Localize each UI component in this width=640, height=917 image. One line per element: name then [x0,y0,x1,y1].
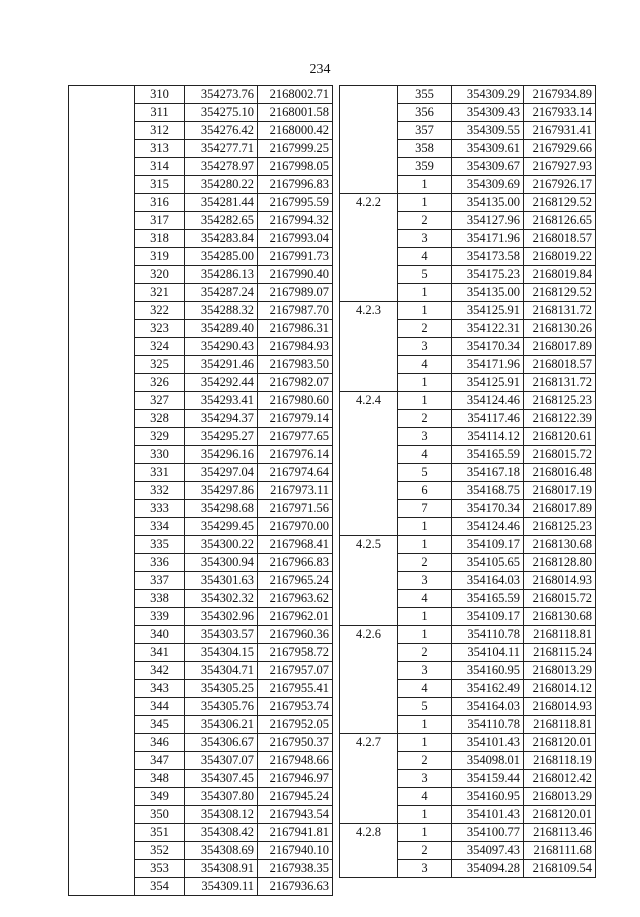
point-number-cell: 6 [398,482,452,500]
y-coordinate-cell: 2167966.83 [258,554,333,572]
y-coordinate-cell: 2167968.41 [258,536,333,554]
point-number-cell: 353 [135,860,185,878]
x-coordinate-cell: 354285.00 [185,248,258,266]
point-number-cell: 341 [135,644,185,662]
y-coordinate-cell: 2167990.40 [258,266,333,284]
x-coordinate-cell: 354307.07 [185,752,258,770]
point-number-cell: 332 [135,482,185,500]
point-number-cell: 352 [135,842,185,860]
x-coordinate-cell: 354306.21 [185,716,258,734]
point-number-cell: 312 [135,122,185,140]
y-coordinate-cell: 2168129.52 [524,284,596,302]
x-coordinate-cell: 354167.18 [452,464,524,482]
point-number-cell: 1 [398,608,452,626]
y-coordinate-cell: 2167934.89 [524,86,596,104]
x-coordinate-cell: 354293.41 [185,392,258,410]
y-coordinate-cell: 2167958.72 [258,644,333,662]
y-coordinate-cell: 2168125.23 [524,518,596,536]
x-coordinate-cell: 354299.45 [185,518,258,536]
y-coordinate-cell: 2167999.25 [258,140,333,158]
x-coordinate-cell: 354105.65 [452,554,524,572]
y-coordinate-cell: 2167996.83 [258,176,333,194]
x-coordinate-cell: 354160.95 [452,662,524,680]
y-coordinate-cell: 2167955.41 [258,680,333,698]
x-coordinate-cell: 354109.17 [452,536,524,554]
x-coordinate-cell: 354275.10 [185,104,258,122]
point-number-cell: 322 [135,302,185,320]
point-number-cell: 328 [135,410,185,428]
point-number-cell: 311 [135,104,185,122]
point-number-cell: 319 [135,248,185,266]
y-coordinate-cell: 2167945.24 [258,788,333,806]
point-number-cell: 318 [135,230,185,248]
y-coordinate-cell: 2168118.81 [524,626,596,644]
left-coordinates-table [68,85,333,896]
point-number-cell: 327 [135,392,185,410]
table-row [340,302,596,320]
x-coordinate-cell: 354307.45 [185,770,258,788]
point-number-cell: 4 [398,590,452,608]
y-coordinate-cell: 2167926.17 [524,176,596,194]
point-number-cell: 4 [398,356,452,374]
y-coordinate-cell: 2167973.11 [258,482,333,500]
point-number-cell: 2 [398,410,452,428]
y-coordinate-cell: 2168120.01 [524,734,596,752]
y-coordinate-cell: 2168125.23 [524,392,596,410]
y-coordinate-cell: 2168012.42 [524,770,596,788]
y-coordinate-cell: 2168018.57 [524,356,596,374]
point-number-cell: 333 [135,500,185,518]
table-row [340,194,596,212]
y-coordinate-cell: 2168120.61 [524,428,596,446]
table-row [340,536,596,554]
x-coordinate-cell: 354290.43 [185,338,258,356]
x-coordinate-cell: 354291.46 [185,356,258,374]
x-coordinate-cell: 354125.91 [452,302,524,320]
table-row [340,86,596,104]
x-coordinate-cell: 354124.46 [452,392,524,410]
x-coordinate-cell: 354305.76 [185,698,258,716]
point-number-cell: 314 [135,158,185,176]
point-number-cell: 330 [135,446,185,464]
point-number-cell: 1 [398,716,452,734]
x-coordinate-cell: 354286.13 [185,266,258,284]
point-number-cell: 345 [135,716,185,734]
y-coordinate-cell: 2167963.62 [258,590,333,608]
y-coordinate-cell: 2167995.59 [258,194,333,212]
x-coordinate-cell: 354304.71 [185,662,258,680]
y-coordinate-cell: 2167983.50 [258,356,333,374]
point-number-cell: 7 [398,500,452,518]
table-row [69,86,333,104]
point-number-cell: 2 [398,842,452,860]
point-number-cell: 347 [135,752,185,770]
point-number-cell: 340 [135,626,185,644]
point-number-cell: 357 [398,122,452,140]
point-number-cell: 358 [398,140,452,158]
x-coordinate-cell: 354273.76 [185,86,258,104]
section-cell: 4.2.2 [340,194,398,302]
x-coordinate-cell: 354309.29 [452,86,524,104]
y-coordinate-cell: 2167962.01 [258,608,333,626]
x-coordinate-cell: 354308.42 [185,824,258,842]
y-coordinate-cell: 2168130.68 [524,536,596,554]
point-number-cell: 351 [135,824,185,842]
x-coordinate-cell: 354162.49 [452,680,524,698]
x-coordinate-cell: 354288.32 [185,302,258,320]
point-number-cell: 4 [398,788,452,806]
x-coordinate-cell: 354127.96 [452,212,524,230]
y-coordinate-cell: 2168001.58 [258,104,333,122]
point-number-cell: 348 [135,770,185,788]
point-number-cell: 355 [398,86,452,104]
x-coordinate-cell: 354110.78 [452,716,524,734]
y-coordinate-cell: 2167950.37 [258,734,333,752]
y-coordinate-cell: 2167976.14 [258,446,333,464]
point-number-cell: 320 [135,266,185,284]
x-coordinate-cell: 354109.17 [452,608,524,626]
point-number-cell: 343 [135,680,185,698]
table-row [340,824,596,842]
point-number-cell: 317 [135,212,185,230]
point-number-cell: 1 [398,824,452,842]
point-number-cell: 356 [398,104,452,122]
y-coordinate-cell: 2168019.84 [524,266,596,284]
point-number-cell: 5 [398,698,452,716]
x-coordinate-cell: 354277.71 [185,140,258,158]
y-coordinate-cell: 2168017.89 [524,500,596,518]
point-number-cell: 1 [398,374,452,392]
y-coordinate-cell: 2167979.14 [258,410,333,428]
y-coordinate-cell: 2167957.07 [258,662,333,680]
point-number-cell: 331 [135,464,185,482]
x-coordinate-cell: 354098.01 [452,752,524,770]
point-number-cell: 346 [135,734,185,752]
x-coordinate-cell: 354135.00 [452,194,524,212]
point-number-cell: 316 [135,194,185,212]
point-number-cell: 1 [398,734,452,752]
x-coordinate-cell: 354165.59 [452,590,524,608]
x-coordinate-cell: 354308.91 [185,860,258,878]
point-number-cell: 3 [398,338,452,356]
table-row [340,392,596,410]
x-coordinate-cell: 354300.94 [185,554,258,572]
point-number-cell: 1 [398,806,452,824]
y-coordinate-cell: 2167936.63 [258,878,333,896]
y-coordinate-cell: 2168002.71 [258,86,333,104]
section-cell [340,86,398,194]
point-number-cell: 4 [398,680,452,698]
point-number-cell: 2 [398,554,452,572]
y-coordinate-cell: 2168016.48 [524,464,596,482]
y-coordinate-cell: 2167943.54 [258,806,333,824]
y-coordinate-cell: 2167987.70 [258,302,333,320]
y-coordinate-cell: 2168130.26 [524,320,596,338]
y-coordinate-cell: 2168113.46 [524,824,596,842]
section-cell [69,86,135,896]
y-coordinate-cell: 2168118.81 [524,716,596,734]
x-coordinate-cell: 354306.67 [185,734,258,752]
point-number-cell: 3 [398,230,452,248]
y-coordinate-cell: 2167960.36 [258,626,333,644]
x-coordinate-cell: 354097.43 [452,842,524,860]
y-coordinate-cell: 2168118.19 [524,752,596,770]
x-coordinate-cell: 354170.34 [452,500,524,518]
x-coordinate-cell: 354302.96 [185,608,258,626]
point-number-cell: 334 [135,518,185,536]
page-number: 234 [309,62,331,77]
x-coordinate-cell: 354301.63 [185,572,258,590]
y-coordinate-cell: 2168018.57 [524,230,596,248]
y-coordinate-cell: 2167986.31 [258,320,333,338]
y-coordinate-cell: 2168014.12 [524,680,596,698]
x-coordinate-cell: 354171.96 [452,356,524,374]
x-coordinate-cell: 354302.32 [185,590,258,608]
y-coordinate-cell: 2167989.07 [258,284,333,302]
x-coordinate-cell: 354164.03 [452,698,524,716]
x-coordinate-cell: 354122.31 [452,320,524,338]
y-coordinate-cell: 2168013.29 [524,788,596,806]
point-number-cell: 3 [398,770,452,788]
y-coordinate-cell: 2167977.65 [258,428,333,446]
point-number-cell: 349 [135,788,185,806]
point-number-cell: 339 [135,608,185,626]
x-coordinate-cell: 354287.24 [185,284,258,302]
y-coordinate-cell: 2167993.04 [258,230,333,248]
point-number-cell: 342 [135,662,185,680]
point-number-cell: 3 [398,428,452,446]
point-number-cell: 1 [398,392,452,410]
table-row [340,626,596,644]
point-number-cell: 5 [398,266,452,284]
point-number-cell: 5 [398,464,452,482]
y-coordinate-cell: 2168122.39 [524,410,596,428]
point-number-cell: 2 [398,212,452,230]
x-coordinate-cell: 354309.55 [452,122,524,140]
x-coordinate-cell: 354101.43 [452,806,524,824]
point-number-cell: 313 [135,140,185,158]
y-coordinate-cell: 2168014.93 [524,698,596,716]
x-coordinate-cell: 354171.96 [452,230,524,248]
y-coordinate-cell: 2168014.93 [524,572,596,590]
x-coordinate-cell: 354294.37 [185,410,258,428]
x-coordinate-cell: 354289.40 [185,320,258,338]
point-number-cell: 3 [398,572,452,590]
x-coordinate-cell: 354309.69 [452,176,524,194]
right-coordinates-table [339,85,596,878]
x-coordinate-cell: 354276.42 [185,122,258,140]
x-coordinate-cell: 354101.43 [452,734,524,752]
x-coordinate-cell: 354297.86 [185,482,258,500]
section-cell: 4.2.6 [340,626,398,734]
x-coordinate-cell: 354307.80 [185,788,258,806]
y-coordinate-cell: 2168109.54 [524,860,596,878]
y-coordinate-cell: 2168017.89 [524,338,596,356]
x-coordinate-cell: 354280.22 [185,176,258,194]
y-coordinate-cell: 2168128.80 [524,554,596,572]
x-coordinate-cell: 354117.46 [452,410,524,428]
table-row [340,734,596,752]
x-coordinate-cell: 354114.12 [452,428,524,446]
y-coordinate-cell: 2168017.19 [524,482,596,500]
point-number-cell: 325 [135,356,185,374]
x-coordinate-cell: 354124.46 [452,518,524,536]
point-number-cell: 1 [398,194,452,212]
point-number-cell: 359 [398,158,452,176]
point-number-cell: 326 [135,374,185,392]
x-coordinate-cell: 354297.04 [185,464,258,482]
point-number-cell: 344 [135,698,185,716]
x-coordinate-cell: 354104.11 [452,644,524,662]
point-number-cell: 315 [135,176,185,194]
y-coordinate-cell: 2167970.00 [258,518,333,536]
x-coordinate-cell: 354281.44 [185,194,258,212]
point-number-cell: 3 [398,860,452,878]
point-number-cell: 1 [398,518,452,536]
section-cell: 4.2.3 [340,302,398,392]
y-coordinate-cell: 2167933.14 [524,104,596,122]
x-coordinate-cell: 354309.43 [452,104,524,122]
x-coordinate-cell: 354298.68 [185,500,258,518]
y-coordinate-cell: 2168111.68 [524,842,596,860]
y-coordinate-cell: 2167938.35 [258,860,333,878]
x-coordinate-cell: 354308.12 [185,806,258,824]
x-coordinate-cell: 354278.97 [185,158,258,176]
x-coordinate-cell: 354309.61 [452,140,524,158]
y-coordinate-cell: 2168015.72 [524,590,596,608]
y-coordinate-cell: 2167974.64 [258,464,333,482]
section-cell: 4.2.5 [340,536,398,626]
y-coordinate-cell: 2167984.93 [258,338,333,356]
y-coordinate-cell: 2167941.81 [258,824,333,842]
point-number-cell: 324 [135,338,185,356]
y-coordinate-cell: 2168013.29 [524,662,596,680]
point-number-cell: 3 [398,662,452,680]
point-number-cell: 354 [135,878,185,896]
y-coordinate-cell: 2167931.41 [524,122,596,140]
y-coordinate-cell: 2168131.72 [524,302,596,320]
point-number-cell: 1 [398,302,452,320]
y-coordinate-cell: 2168019.22 [524,248,596,266]
x-coordinate-cell: 354110.78 [452,626,524,644]
x-coordinate-cell: 354135.00 [452,284,524,302]
point-number-cell: 329 [135,428,185,446]
y-coordinate-cell: 2167998.05 [258,158,333,176]
x-coordinate-cell: 354125.91 [452,374,524,392]
section-cell: 4.2.4 [340,392,398,536]
point-number-cell: 4 [398,446,452,464]
x-coordinate-cell: 354170.34 [452,338,524,356]
point-number-cell: 335 [135,536,185,554]
y-coordinate-cell: 2168129.52 [524,194,596,212]
x-coordinate-cell: 354296.16 [185,446,258,464]
x-coordinate-cell: 354309.67 [452,158,524,176]
y-coordinate-cell: 2167940.10 [258,842,333,860]
point-number-cell: 310 [135,86,185,104]
x-coordinate-cell: 354168.75 [452,482,524,500]
x-coordinate-cell: 354173.58 [452,248,524,266]
y-coordinate-cell: 2167946.97 [258,770,333,788]
section-cell: 4.2.8 [340,824,398,878]
point-number-cell: 1 [398,536,452,554]
point-number-cell: 2 [398,644,452,662]
y-coordinate-cell: 2168126.65 [524,212,596,230]
x-coordinate-cell: 354308.69 [185,842,258,860]
y-coordinate-cell: 2168131.72 [524,374,596,392]
x-coordinate-cell: 354304.15 [185,644,258,662]
x-coordinate-cell: 354164.03 [452,572,524,590]
y-coordinate-cell: 2168015.72 [524,446,596,464]
y-coordinate-cell: 2167952.05 [258,716,333,734]
point-number-cell: 321 [135,284,185,302]
point-number-cell: 1 [398,626,452,644]
y-coordinate-cell: 2167929.66 [524,140,596,158]
y-coordinate-cell: 2168120.01 [524,806,596,824]
x-coordinate-cell: 354175.23 [452,266,524,284]
x-coordinate-cell: 354283.84 [185,230,258,248]
x-coordinate-cell: 354300.22 [185,536,258,554]
x-coordinate-cell: 354309.11 [185,878,258,896]
x-coordinate-cell: 354100.77 [452,824,524,842]
point-number-cell: 337 [135,572,185,590]
x-coordinate-cell: 354094.28 [452,860,524,878]
point-number-cell: 350 [135,806,185,824]
point-number-cell: 336 [135,554,185,572]
y-coordinate-cell: 2167971.56 [258,500,333,518]
x-coordinate-cell: 354282.65 [185,212,258,230]
point-number-cell: 338 [135,590,185,608]
section-cell: 4.2.7 [340,734,398,824]
y-coordinate-cell: 2167980.60 [258,392,333,410]
point-number-cell: 2 [398,752,452,770]
x-coordinate-cell: 354292.44 [185,374,258,392]
y-coordinate-cell: 2167994.32 [258,212,333,230]
point-number-cell: 4 [398,248,452,266]
x-coordinate-cell: 354295.27 [185,428,258,446]
y-coordinate-cell: 2167953.74 [258,698,333,716]
point-number-cell: 323 [135,320,185,338]
point-number-cell: 1 [398,284,452,302]
y-coordinate-cell: 2168130.68 [524,608,596,626]
y-coordinate-cell: 2167991.73 [258,248,333,266]
y-coordinate-cell: 2167982.07 [258,374,333,392]
x-coordinate-cell: 354160.95 [452,788,524,806]
y-coordinate-cell: 2167927.93 [524,158,596,176]
x-coordinate-cell: 354165.59 [452,446,524,464]
x-coordinate-cell: 354305.25 [185,680,258,698]
x-coordinate-cell: 354159.44 [452,770,524,788]
point-number-cell: 2 [398,320,452,338]
y-coordinate-cell: 2168115.24 [524,644,596,662]
point-number-cell: 1 [398,176,452,194]
y-coordinate-cell: 2167948.66 [258,752,333,770]
x-coordinate-cell: 354303.57 [185,626,258,644]
y-coordinate-cell: 2167965.24 [258,572,333,590]
y-coordinate-cell: 2168000.42 [258,122,333,140]
